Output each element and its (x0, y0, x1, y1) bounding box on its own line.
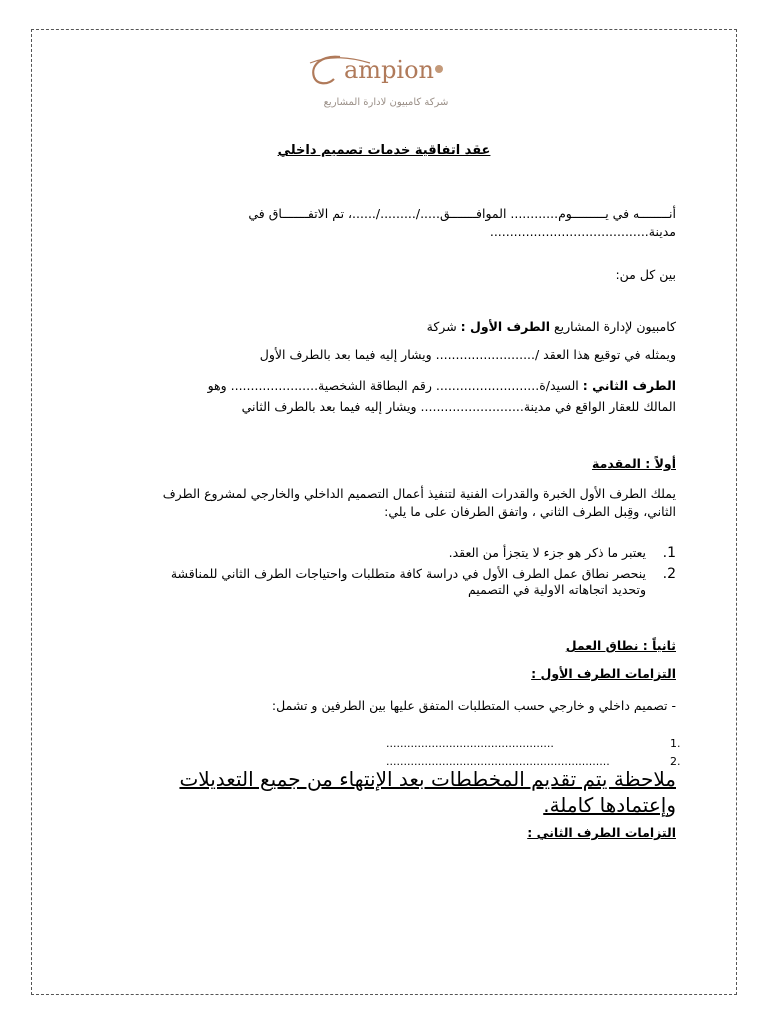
section1-heading: أولاً : المقدمة (592, 456, 676, 471)
section1-item-1 (76, 545, 676, 561)
logo-text: ampion (344, 56, 435, 84)
intro-line2: مدينة........................................ (489, 224, 676, 239)
section1-para-line2: الثاني، وقِبل الطرف الثاني ، واتفق الطرفان على ما يلي: (384, 504, 676, 519)
intro-line1: أنــــــــه في يـــــــــوم............ الموافـــــــق...../........./......، تم الاتفـــــــاق في (248, 206, 676, 221)
logo-tagline: شركة كامبيون لادارة المشاريع (323, 97, 449, 108)
party1-label: الطرف الأول : (460, 319, 551, 334)
document-title: عقد اتفاقية خدمات تصميم داخلي (277, 143, 491, 158)
line-number-2: 2. (670, 755, 681, 768)
party2-line1-text: السيد/ة.......................... رقم البطاقة الشخصية...................... وهو (207, 378, 583, 393)
party1-prefix: كامبيون لإدارة المشاريع (554, 319, 676, 334)
line-dots-1: ................................................ (386, 737, 554, 750)
party2-line1 (76, 377, 676, 394)
party2-label: الطرف الثاني : (582, 378, 676, 393)
section1-para-line1: يملك الطرف الأول الخبرة والقدرات الفنية لتنفيذ أعمال التصميم الداخلي والخارجي لمشروع الطرف (162, 486, 676, 501)
item-number: 2. (662, 566, 676, 582)
party1-obligations-heading: التزامات الطرف الأول : (531, 666, 676, 681)
party1-suffix: شركة (426, 319, 457, 334)
party1-representative: ويمثله في توقيع هذا العقد /......................... ويشار إليه فيما بعد بالطرف الأول (259, 347, 676, 362)
item-text-continued: وتحديد اتجاهاته الاولية في التصميم (467, 582, 646, 597)
item-text: يعتبر ما ذكر هو جزء لا يتجزأ من العقد. (448, 545, 646, 560)
between-label: بين كل من: (615, 267, 676, 282)
section1-item-2 (76, 566, 676, 598)
item-text: ينحصر نطاق عمل الطرف الأول في دراسة كافة متطلبات واحتياجات الطرف الثاني للمناقشة (170, 566, 646, 581)
party1-obligations-bullet: - تصميم داخلي و خارجي حسب المتطلبات المتفق عليها بين الطرفين و تشمل: (271, 698, 676, 713)
party1-line (427, 318, 676, 335)
party2-obligations-heading: التزامات الطرف الثاني : (527, 825, 676, 840)
section2-heading: ثانياً : نطاق العمل (565, 638, 676, 653)
line-dots-2: ................................................................ (386, 755, 610, 768)
item-number: 1. (662, 545, 676, 561)
line-number-1: 1. (670, 737, 681, 750)
party2-line2: المالك للعقار الواقع في مدينة.......................... ويشار إليه فيما بعد بالطرف الثاني (241, 399, 676, 414)
approval-note: ملاحظة يتم تقديم المخططات بعد الإنتهاء من جميع التعديلات وإعتمادها كاملة. (179, 767, 676, 817)
